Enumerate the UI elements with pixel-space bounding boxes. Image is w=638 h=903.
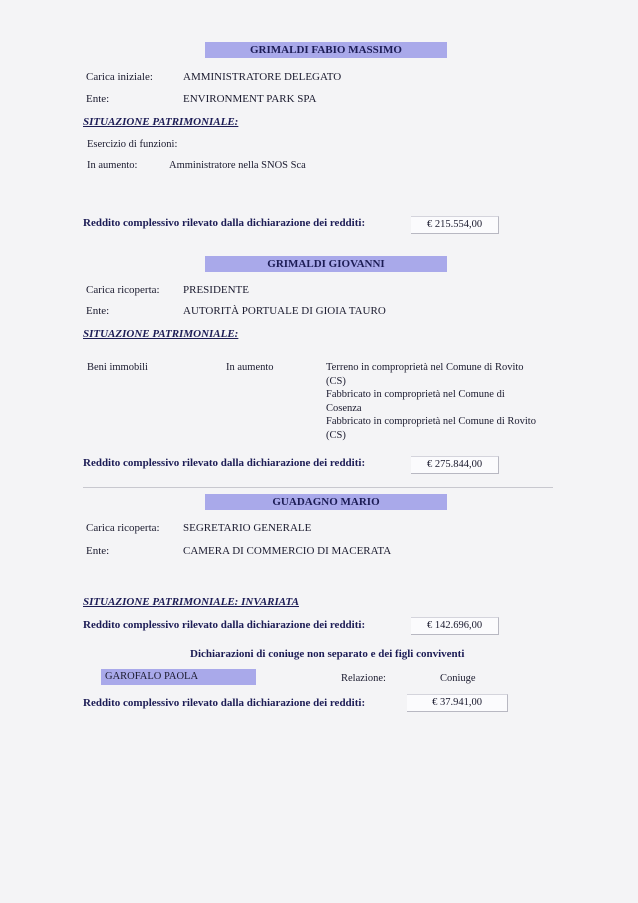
situazione-heading: SITUAZIONE PATRIMONIALE: bbox=[83, 328, 239, 340]
beni-line: (CS) bbox=[326, 376, 346, 387]
section-divider bbox=[83, 487, 553, 488]
aumento-label: In aumento: bbox=[87, 160, 138, 171]
beni-line: Fabbricato in comproprietà nel Comune di bbox=[326, 389, 505, 400]
reddito-label: Reddito complessivo rilevato dalla dichiarazione dei redditi: bbox=[83, 619, 366, 631]
person-header-grimaldi-giovanni: GRIMALDI GIOVANNI bbox=[205, 256, 447, 272]
beni-line: Fabbricato in comproprietà nel Comune di Rovito bbox=[326, 416, 536, 427]
role-value: AMMINISTRATORE DELEGATO bbox=[183, 71, 342, 83]
role-label: Carica ricoperta: bbox=[86, 522, 160, 534]
situazione-heading: SITUAZIONE PATRIMONIALE: bbox=[83, 116, 239, 128]
ente-value: CAMERA DI COMMERCIO DI MACERATA bbox=[183, 545, 392, 557]
beni-status: In aumento bbox=[226, 362, 274, 373]
reddito-label: Reddito complessivo rilevato dalla dichiarazione dei redditi: bbox=[83, 217, 366, 229]
beni-line: Terreno in comproprietà nel Comune di Rovito bbox=[326, 362, 524, 373]
aumento-value: Amministratore nella SNOS Sca bbox=[169, 160, 306, 171]
person-header-grimaldi-fabio: GRIMALDI FABIO MASSIMO bbox=[205, 42, 447, 58]
coniuge-name: GAROFALO PAOLA bbox=[101, 669, 256, 685]
role-value: PRESIDENTE bbox=[183, 284, 249, 296]
coniuge-heading: Dichiarazioni di coniuge non separato e dei figli conviventi bbox=[190, 648, 465, 660]
person-header-guadagno-mario: GUADAGNO MARIO bbox=[205, 494, 447, 510]
ente-value: AUTORITÀ PORTUALE DI GIOIA TAURO bbox=[183, 305, 386, 317]
ente-label: Ente: bbox=[86, 305, 110, 317]
reddito-label: Reddito complessivo rilevato dalla dichiarazione dei redditi: bbox=[83, 457, 366, 469]
beni-line: (CS) bbox=[326, 430, 346, 441]
coniuge-reddito-label: Reddito complessivo rilevato dalla dichiarazione dei redditi: bbox=[83, 697, 366, 709]
role-value: SEGRETARIO GENERALE bbox=[183, 522, 312, 534]
relazione-value: Coniuge bbox=[440, 673, 476, 684]
beni-label: Beni immobili bbox=[87, 362, 148, 373]
reddito-value: € 275.844,00 bbox=[411, 456, 499, 474]
ente-label: Ente: bbox=[86, 545, 110, 557]
ente-label: Ente: bbox=[86, 93, 110, 105]
situazione-heading: SITUAZIONE PATRIMONIALE: INVARIATA bbox=[83, 596, 299, 608]
reddito-value: € 142.696,00 bbox=[411, 617, 499, 635]
ente-value: ENVIRONMENT PARK SPA bbox=[183, 93, 317, 105]
esercizio-label: Esercizio di funzioni: bbox=[87, 139, 178, 150]
beni-line: Cosenza bbox=[326, 403, 362, 414]
coniuge-reddito-value: € 37.941,00 bbox=[407, 694, 508, 712]
reddito-value: € 215.554,00 bbox=[411, 216, 499, 234]
role-label: Carica ricoperta: bbox=[86, 284, 160, 296]
role-label: Carica iniziale: bbox=[86, 71, 153, 83]
relazione-label: Relazione: bbox=[341, 673, 386, 684]
